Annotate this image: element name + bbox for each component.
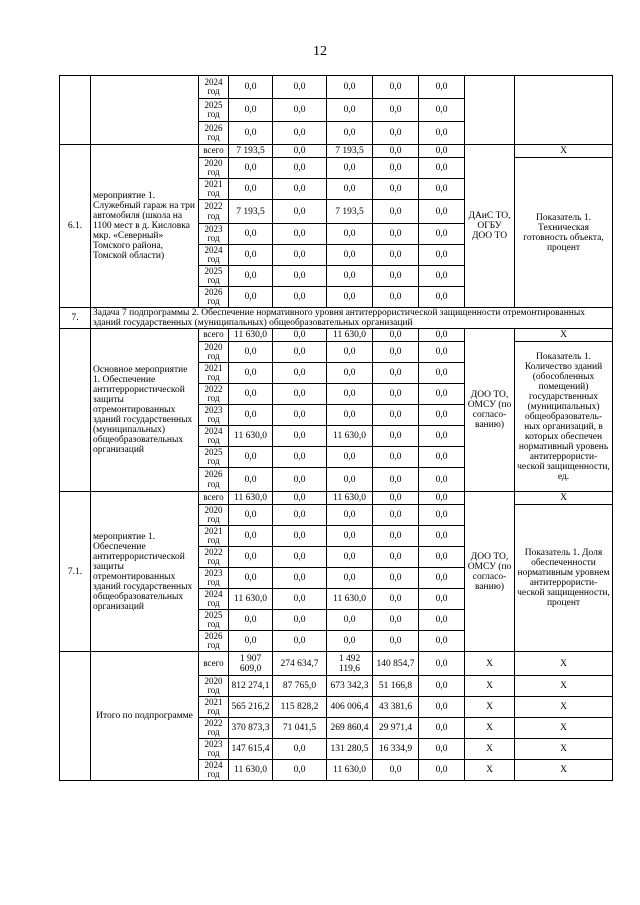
value-cell: 0,0	[229, 363, 273, 384]
value-cell: 0,0	[419, 697, 465, 718]
value-cell: 0,0	[327, 547, 373, 568]
table-row	[60, 652, 613, 676]
value-cell: 0,0	[273, 447, 327, 468]
value-cell: 0,0	[373, 122, 419, 145]
indicator-cell: Показатель 1. Доля обеспеченности нормативным уровнем антитеррористи-ческой защищенности, процент	[515, 505, 613, 652]
value-cell: 406 006,4	[327, 697, 373, 718]
year-cell: 2025 год	[199, 447, 229, 468]
value-cell: 0,0	[373, 179, 419, 200]
value-cell: 0,0	[273, 363, 327, 384]
year-cell: всего	[199, 145, 229, 158]
value-cell: 0,0	[327, 342, 373, 363]
num-cell	[60, 329, 91, 492]
value-cell: 0,0	[419, 179, 465, 200]
year-cell: 2020 год	[199, 158, 229, 179]
num-cell: 7.1.	[60, 492, 91, 652]
value-cell: 673 342,3	[327, 676, 373, 697]
year-cell: 2026 год	[199, 631, 229, 652]
value-cell: 0,0	[327, 76, 373, 99]
value-cell: 0,0	[373, 405, 419, 426]
year-cell: всего	[199, 492, 229, 505]
value-cell: 0,0	[327, 287, 373, 308]
indicator-cell: Показатель 1. Техническая готовность объекта, процент	[515, 158, 613, 308]
executor-cell	[465, 76, 515, 145]
total-label: Итого по подпрограмме	[91, 652, 199, 781]
x-cell: X	[515, 718, 613, 739]
value-cell: 140 854,7	[373, 652, 419, 676]
value-cell: 0,0	[273, 526, 327, 547]
value-cell: 0,0	[273, 760, 327, 781]
year-cell: 2022 год	[199, 200, 229, 224]
year-cell: 2025 год	[199, 99, 229, 122]
table-row	[60, 329, 613, 342]
value-cell: 0,0	[419, 526, 465, 547]
year-cell: 2021 год	[199, 697, 229, 718]
value-cell: 0,0	[273, 200, 327, 224]
value-cell: 0,0	[327, 526, 373, 547]
value-cell: 0,0	[229, 158, 273, 179]
value-cell: 0,0	[273, 426, 327, 447]
value-cell: 0,0	[419, 122, 465, 145]
value-cell: 0,0	[419, 405, 465, 426]
year-cell: 2023 год	[199, 405, 229, 426]
x-cell: X	[515, 739, 613, 760]
value-cell: 0,0	[273, 739, 327, 760]
value-cell: 0,0	[373, 287, 419, 308]
value-cell: 0,0	[229, 610, 273, 631]
value-cell: 0,0	[373, 200, 419, 224]
year-cell: 2020 год	[199, 676, 229, 697]
year-cell: 2023 год	[199, 568, 229, 589]
value-cell: 0,0	[229, 384, 273, 405]
value-cell: 565 216,2	[229, 697, 273, 718]
value-cell: 0,0	[273, 610, 327, 631]
task-title: Задача 7 подпрограммы 2. Обеспечение нормативного уровня антитеррористической защищенности отремонтированных зданий государственных (муниципальных) общеобразовательных организаций	[91, 308, 613, 329]
value-cell: 0,0	[327, 568, 373, 589]
value-cell: 0,0	[229, 447, 273, 468]
value-cell: 0,0	[373, 760, 419, 781]
value-cell: 131 280,5	[327, 739, 373, 760]
value-cell: 0,0	[373, 245, 419, 266]
x-cell: X	[465, 652, 515, 676]
value-cell: 0,0	[419, 468, 465, 492]
value-cell: 0,0	[373, 589, 419, 610]
value-cell: 0,0	[229, 631, 273, 652]
value-cell: 0,0	[419, 158, 465, 179]
value-cell: 0,0	[373, 426, 419, 447]
value-cell: 11 630,0	[327, 329, 373, 342]
value-cell: 1 907 609,0	[229, 652, 273, 676]
table-row	[60, 492, 613, 505]
value-cell: 0,0	[273, 76, 327, 99]
value-cell: 0,0	[419, 145, 465, 158]
indicator-value-cell: X	[515, 329, 613, 342]
value-cell: 0,0	[419, 760, 465, 781]
value-cell: 370 873,3	[229, 718, 273, 739]
value-cell: 0,0	[373, 384, 419, 405]
value-cell: 0,0	[273, 158, 327, 179]
table-body	[60, 76, 613, 781]
value-cell: 0,0	[327, 384, 373, 405]
value-cell: 0,0	[419, 589, 465, 610]
value-cell: 0,0	[327, 505, 373, 526]
value-cell: 0,0	[373, 492, 419, 505]
value-cell: 0,0	[419, 76, 465, 99]
value-cell: 43 381,6	[373, 697, 419, 718]
event-name: Основное мероприятие 1. Обеспечение антитеррористической защиты отремонтированных зданий государственных (муниципальных) общеобразовательных организаций	[91, 329, 199, 492]
value-cell: 29 971,4	[373, 718, 419, 739]
value-cell: 0,0	[419, 329, 465, 342]
value-cell: 0,0	[373, 363, 419, 384]
year-cell: 2024 год	[199, 245, 229, 266]
value-cell: 16 334,9	[373, 739, 419, 760]
value-cell: 0,0	[327, 122, 373, 145]
value-cell: 11 630,0	[327, 760, 373, 781]
value-cell: 0,0	[373, 526, 419, 547]
value-cell: 1 492 119,6	[327, 652, 373, 676]
x-cell: X	[515, 697, 613, 718]
value-cell: 0,0	[419, 245, 465, 266]
value-cell: 0,0	[229, 468, 273, 492]
value-cell: 0,0	[373, 568, 419, 589]
value-cell: 11 630,0	[229, 426, 273, 447]
value-cell: 0,0	[273, 589, 327, 610]
value-cell: 0,0	[419, 384, 465, 405]
value-cell: 0,0	[419, 492, 465, 505]
value-cell: 0,0	[419, 631, 465, 652]
value-cell: 0,0	[419, 676, 465, 697]
value-cell: 0,0	[327, 447, 373, 468]
value-cell: 0,0	[229, 342, 273, 363]
x-cell: X	[465, 697, 515, 718]
value-cell: 0,0	[373, 145, 419, 158]
value-cell: 0,0	[273, 266, 327, 287]
year-cell: 2025 год	[199, 266, 229, 287]
value-cell: 0,0	[327, 158, 373, 179]
value-cell: 0,0	[327, 468, 373, 492]
value-cell: 115 828,2	[273, 697, 327, 718]
year-cell: 2020 год	[199, 342, 229, 363]
value-cell: 0,0	[273, 631, 327, 652]
value-cell: 0,0	[327, 631, 373, 652]
value-cell: 0,0	[273, 224, 327, 245]
year-cell: 2026 год	[199, 468, 229, 492]
value-cell: 0,0	[419, 739, 465, 760]
value-cell: 0,0	[373, 266, 419, 287]
executor-cell: ДОО ТО, ОМСУ (по согласо-ванию)	[465, 329, 515, 492]
year-cell: 2024 год	[199, 589, 229, 610]
value-cell: 0,0	[327, 179, 373, 200]
year-cell: 2024 год	[199, 426, 229, 447]
x-cell: X	[465, 760, 515, 781]
year-cell: 2025 год	[199, 610, 229, 631]
value-cell: 0,0	[327, 405, 373, 426]
value-cell: 0,0	[419, 547, 465, 568]
num-cell	[60, 652, 91, 781]
value-cell: 0,0	[273, 468, 327, 492]
value-cell: 0,0	[273, 179, 327, 200]
value-cell: 0,0	[373, 468, 419, 492]
value-cell: 0,0	[373, 342, 419, 363]
value-cell: 11 630,0	[229, 760, 273, 781]
year-cell: 2022 год	[199, 547, 229, 568]
indicator-cell: Показатель 1. Количество зданий (обособленных помещений) государственных (муниципальных) общеобразователь-ных организаций, в которых обеспечен нормативный уровень антитеррористи-ческой защищенности, ед.	[515, 342, 613, 492]
value-cell: 11 630,0	[327, 426, 373, 447]
value-cell: 0,0	[419, 342, 465, 363]
value-cell: 0,0	[273, 329, 327, 342]
event-name: мероприятие 1. Служебный гараж на три автомобиля (школа на 1100 мест в д. Кисловка мкр. «Северный» Томского района, Томской области)	[91, 145, 199, 308]
value-cell: 0,0	[273, 568, 327, 589]
table-row	[60, 145, 613, 158]
year-cell: 2020 год	[199, 505, 229, 526]
x-cell: X	[465, 676, 515, 697]
value-cell: 0,0	[373, 631, 419, 652]
value-cell: 0,0	[327, 245, 373, 266]
value-cell: 0,0	[419, 447, 465, 468]
table-row	[60, 308, 613, 329]
value-cell: 0,0	[273, 122, 327, 145]
year-cell: 2021 год	[199, 526, 229, 547]
value-cell: 0,0	[273, 342, 327, 363]
value-cell: 0,0	[419, 718, 465, 739]
value-cell: 11 630,0	[229, 492, 273, 505]
value-cell: 0,0	[327, 266, 373, 287]
value-cell: 0,0	[229, 526, 273, 547]
value-cell: 0,0	[373, 99, 419, 122]
num-cell: 6.1.	[60, 145, 91, 308]
value-cell: 0,0	[419, 568, 465, 589]
x-cell: X	[465, 718, 515, 739]
value-cell: 11 630,0	[327, 492, 373, 505]
value-cell: 0,0	[273, 405, 327, 426]
num-cell	[60, 76, 91, 145]
year-cell: 2026 год	[199, 122, 229, 145]
table-row	[60, 76, 613, 99]
value-cell: 0,0	[229, 224, 273, 245]
value-cell: 0,0	[419, 610, 465, 631]
value-cell: 0,0	[229, 547, 273, 568]
value-cell: 0,0	[327, 224, 373, 245]
executor-cell: ДОО ТО, ОМСУ (по согласо-ванию)	[465, 492, 515, 652]
value-cell: 0,0	[419, 200, 465, 224]
value-cell: 0,0	[229, 405, 273, 426]
value-cell: 0,0	[273, 99, 327, 122]
value-cell: 0,0	[373, 610, 419, 631]
value-cell: 0,0	[419, 652, 465, 676]
value-cell: 274 634,7	[273, 652, 327, 676]
value-cell: 0,0	[229, 287, 273, 308]
value-cell: 0,0	[273, 384, 327, 405]
value-cell: 0,0	[419, 426, 465, 447]
task-number: 7.	[60, 308, 91, 329]
value-cell: 0,0	[373, 505, 419, 526]
event-name: мероприятие 1. Обеспечение антитеррористической защиты отремонтированных зданий государственных общеобразовательных организаций	[91, 492, 199, 652]
value-cell: 0,0	[373, 547, 419, 568]
executor-cell: ДАиС ТО, ОГБУ ДОО ТО	[465, 145, 515, 308]
year-cell: 2021 год	[199, 363, 229, 384]
value-cell: 0,0	[373, 224, 419, 245]
value-cell: 269 860,4	[327, 718, 373, 739]
value-cell: 0,0	[419, 363, 465, 384]
value-cell: 0,0	[327, 363, 373, 384]
value-cell: 0,0	[229, 245, 273, 266]
value-cell: 0,0	[327, 610, 373, 631]
year-cell: 2023 год	[199, 224, 229, 245]
value-cell: 87 765,0	[273, 676, 327, 697]
value-cell: 11 630,0	[229, 589, 273, 610]
value-cell: 0,0	[373, 329, 419, 342]
value-cell: 0,0	[327, 99, 373, 122]
value-cell: 51 166,8	[373, 676, 419, 697]
value-cell: 0,0	[419, 505, 465, 526]
value-cell: 0,0	[229, 179, 273, 200]
value-cell: 11 630,0	[229, 329, 273, 342]
value-cell: 147 615,4	[229, 739, 273, 760]
value-cell: 0,0	[273, 245, 327, 266]
value-cell: 7 193,5	[229, 200, 273, 224]
value-cell: 0,0	[419, 266, 465, 287]
value-cell: 0,0	[229, 76, 273, 99]
value-cell: 0,0	[419, 224, 465, 245]
value-cell: 0,0	[373, 447, 419, 468]
value-cell: 7 193,5	[327, 145, 373, 158]
value-cell: 812 274,1	[229, 676, 273, 697]
x-cell: X	[515, 760, 613, 781]
value-cell: 0,0	[229, 266, 273, 287]
value-cell: 0,0	[273, 287, 327, 308]
year-cell: всего	[199, 652, 229, 676]
x-cell: X	[515, 652, 613, 676]
value-cell: 11 630,0	[327, 589, 373, 610]
value-cell: 71 041,5	[273, 718, 327, 739]
year-cell: 2024 год	[199, 76, 229, 99]
year-cell: 2024 год	[199, 760, 229, 781]
indicator-value-cell: X	[515, 145, 613, 158]
program-table	[59, 75, 613, 781]
value-cell: 0,0	[273, 547, 327, 568]
value-cell: 7 193,5	[327, 200, 373, 224]
value-cell: 0,0	[229, 122, 273, 145]
value-cell: 0,0	[273, 492, 327, 505]
value-cell: 0,0	[419, 99, 465, 122]
x-cell: X	[465, 739, 515, 760]
year-cell: 2026 год	[199, 287, 229, 308]
value-cell: 0,0	[229, 99, 273, 122]
indicator-value-cell: X	[515, 492, 613, 505]
value-cell: 0,0	[373, 76, 419, 99]
value-cell: 0,0	[373, 158, 419, 179]
indicator-cell	[515, 76, 613, 145]
page-number: 12	[313, 44, 327, 59]
value-cell: 7 193,5	[229, 145, 273, 158]
value-cell: 0,0	[419, 287, 465, 308]
year-cell: 2023 год	[199, 739, 229, 760]
value-cell: 0,0	[229, 505, 273, 526]
value-cell: 0,0	[273, 145, 327, 158]
year-cell: 2022 год	[199, 718, 229, 739]
year-cell: всего	[199, 329, 229, 342]
value-cell: 0,0	[273, 505, 327, 526]
year-cell: 2021 год	[199, 179, 229, 200]
year-cell: 2022 год	[199, 384, 229, 405]
value-cell: 0,0	[229, 568, 273, 589]
name-cell	[91, 76, 199, 145]
x-cell: X	[515, 676, 613, 697]
